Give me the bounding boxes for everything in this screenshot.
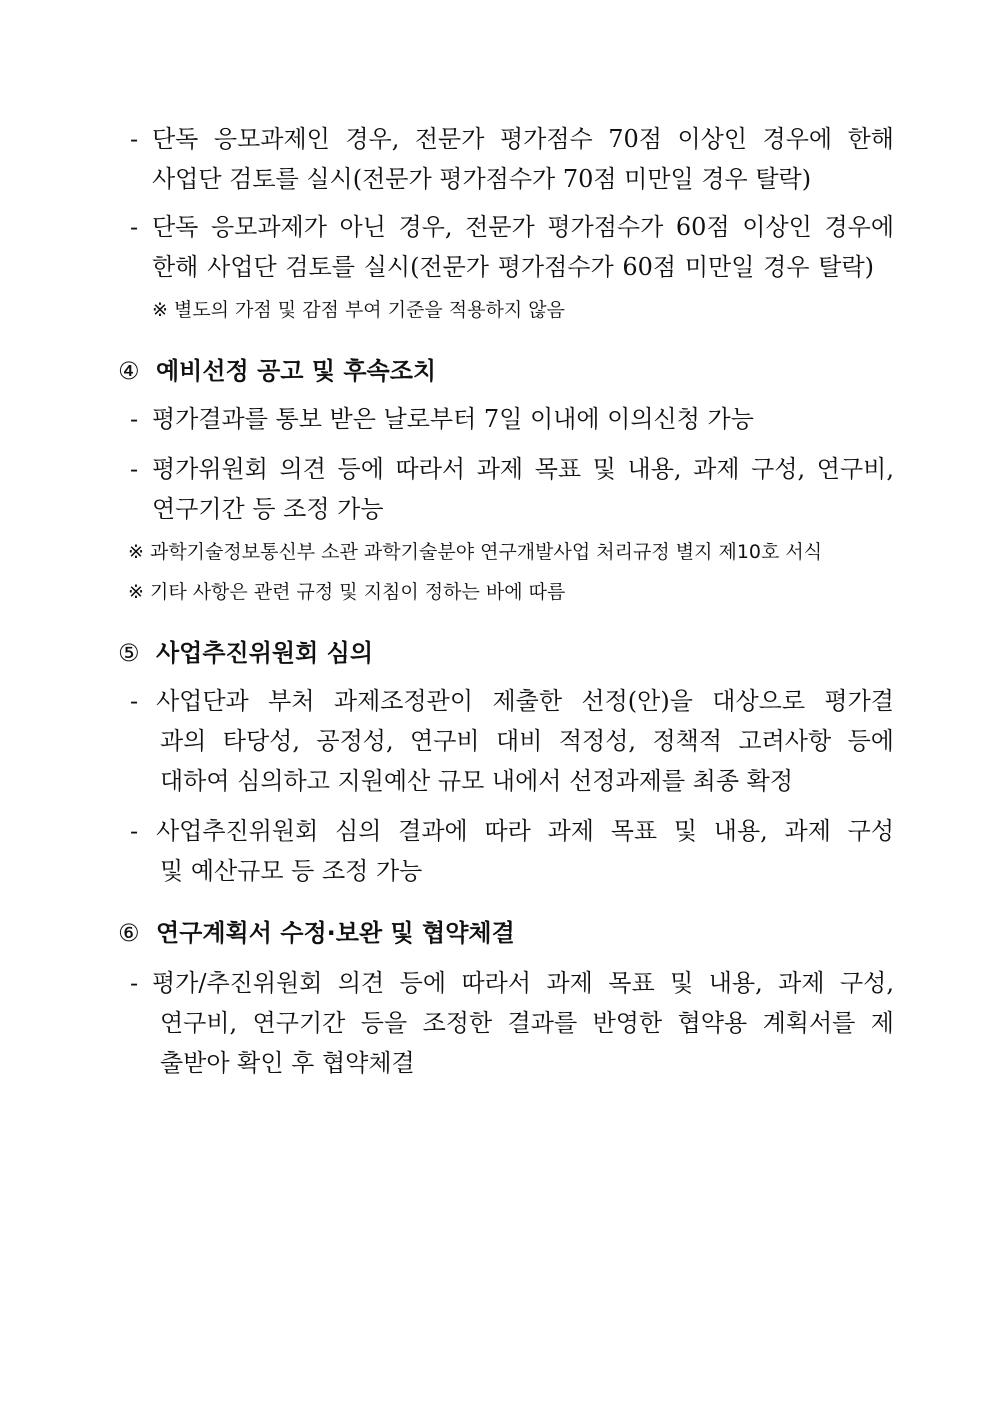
dash-marker: -	[130, 405, 139, 433]
item-text: 과의 타당성, 공정성, 연구비 대비 적정성, 정책적 고려사항 등에	[160, 727, 894, 755]
dash-marker: -	[130, 213, 139, 241]
item-text: 사업단과 부처 과제조정관이 제출한 선정(안)을 대상으로 평가결	[156, 687, 894, 715]
section-title: 예비선정 공고 및 후속조치	[156, 357, 437, 385]
section-number: ⑥	[118, 919, 140, 947]
dash-marker: -	[130, 125, 139, 153]
item-text: 평가결과를 통보 받은 날로부터 7일 이내에 이의신청 가능	[152, 405, 754, 433]
item-text: 평가위원회 의견 등에 따라서 과제 목표 및 내용, 과제 구성, 연구비,	[152, 455, 894, 483]
section-title: 사업추진위원회 심의	[156, 639, 374, 667]
dash-marker: -	[130, 969, 139, 997]
item-text: 사업단 검토를 실시(전문가 평가점수가 70점 미만일 경우 탈락)	[152, 165, 812, 193]
note-text: ※ 별도의 가점 및 감점 부여 기준을 적용하지 않음	[152, 299, 565, 321]
item-text: 대하여 심의하고 지원예산 규모 내에서 선정과제를 최종 확정	[160, 767, 794, 795]
section-number: ⑤	[118, 639, 140, 667]
item-text: 및 예산규모 등 조정 가능	[160, 857, 423, 885]
section-number: ④	[118, 357, 140, 385]
item-text: 한해 사업단 검토를 실시(전문가 평가점수가 60점 미만일 경우 탈락)	[152, 253, 874, 281]
item-text: 단독 응모과제가 아닌 경우, 전문가 평가점수가 60점 이상인 경우에	[152, 213, 894, 241]
section-title: 연구계획서 수정·보완 및 협약체결	[156, 919, 515, 947]
item-text: 평가/추진위원회 의견 등에 따라서 과제 목표 및 내용, 과제 구성,	[152, 969, 894, 997]
note-text: ※ 과학기술정보통신부 소관 과학기술분야 연구개발사업 처리규정 별지 제10호 서식	[128, 541, 823, 563]
section-heading-5	[118, 636, 373, 670]
item-text: 사업추진위원회 심의 결과에 따라 과제 목표 및 내용, 과제 구성	[156, 817, 894, 845]
dash-marker: -	[130, 455, 139, 483]
dash-marker: -	[130, 817, 139, 845]
item-text: 연구기간 등 조정 가능	[152, 495, 384, 523]
item-text: 출받아 확인 후 협약체결	[160, 1049, 415, 1077]
section-heading-6	[118, 916, 515, 950]
note-text: ※ 기타 사항은 관련 규정 및 지침이 정하는 바에 따름	[128, 581, 566, 603]
item-text: 연구비, 연구기간 등을 조정한 결과를 반영한 협약용 계획서를 제	[160, 1009, 894, 1037]
item-text: 단독 응모과제인 경우, 전문가 평가점수 70점 이상인 경우에 한해	[152, 125, 894, 153]
dash-marker: -	[130, 687, 139, 715]
section-heading-4	[118, 354, 436, 388]
